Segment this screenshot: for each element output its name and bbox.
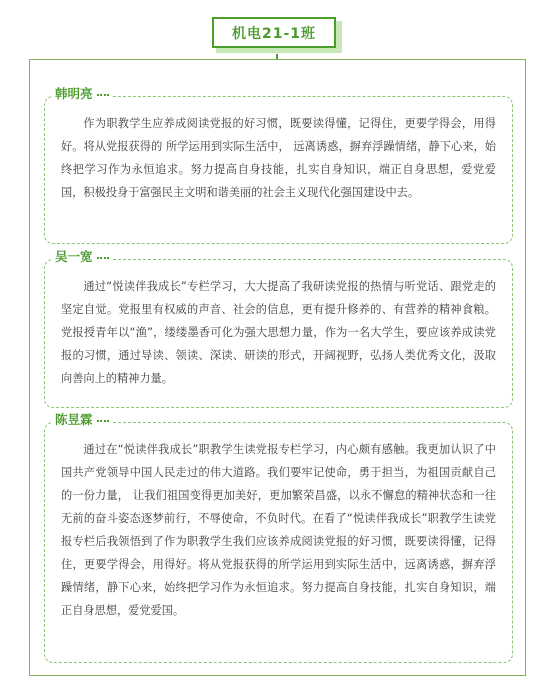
comment-card-3 — [44, 412, 513, 663]
author-name-label — [52, 86, 112, 102]
comment-card-1 — [44, 86, 513, 244]
name-dot-rule — [97, 94, 109, 96]
comment-text: 通过在“悦读伴我成长”职教学生读党报专栏学习，内心颇有感触。我更加认识了中国共产党领导中国人民走过的伟大道路。我们要牢记使命，勇于担当，为祖国贡献自己的一份力量， 让我们祖国变得更加美好，更加繁荣昌盛，以永不懈怠的精神状态和一往无前的奋斗姿态逐梦前行，不辱使命，不负时代。在看了“悦读伴我成长”职教学生读党报专栏后我领悟到了作为职教学生我们应该养成阅读党报的好习惯，既要读得懂，记得住，更要学得会，用得好。将从党报获得的所学运用到实际生活中，远离诱惑，摒弃浮躁情绪，静下心来，始终把学习作为永恒追求。努力提高自身技能，扎实自身知识，端正自身思想，爱党爱国。 — [61, 443, 496, 617]
author-name: 韩明亮 — [55, 86, 93, 101]
name-dot-rule — [97, 420, 109, 422]
author-name: 陈昱霖 — [55, 412, 93, 427]
author-name-label — [52, 249, 112, 265]
class-title-tab — [212, 17, 343, 54]
name-dot-rule — [97, 257, 109, 259]
class-title: 机电21-1班 — [212, 17, 336, 48]
comment-text: 通过“悦读伴我成长”专栏学习，大大提高了我研读党报的热情与听党话、跟党走的坚定自觉。党报里有权威的声音、社会的信息，更有提升修养的、有营养的精神食粮。党报授青年以“渔”，缕缕墨香可化为强大思想力量，作为一名大学生，要应该养成读党报的习惯，通过导读、领读、深读、研读的形式，开阔视野，弘扬人类优秀文化，汲取向善向上的精神力量。 — [61, 280, 496, 385]
author-name-label — [52, 412, 112, 428]
comment-card-2 — [44, 249, 513, 408]
author-name: 吴一宽 — [55, 249, 93, 264]
comment-text: 作为职教学生应养成阅读党报的好习惯，既要读得懂，记得住，更要学得会，用得好。将从党报获得的 所学运用到实际生活中， 远离诱惑，摒弃浮躁情绪，静下心来，始终把学习作为永恒追求。努力提高自身技能，扎实自身知识，端正自身思想，爱党爱国，积极投身于富强民主文明和谐美丽的社会主义现代化强国建设中去。 — [61, 117, 496, 199]
